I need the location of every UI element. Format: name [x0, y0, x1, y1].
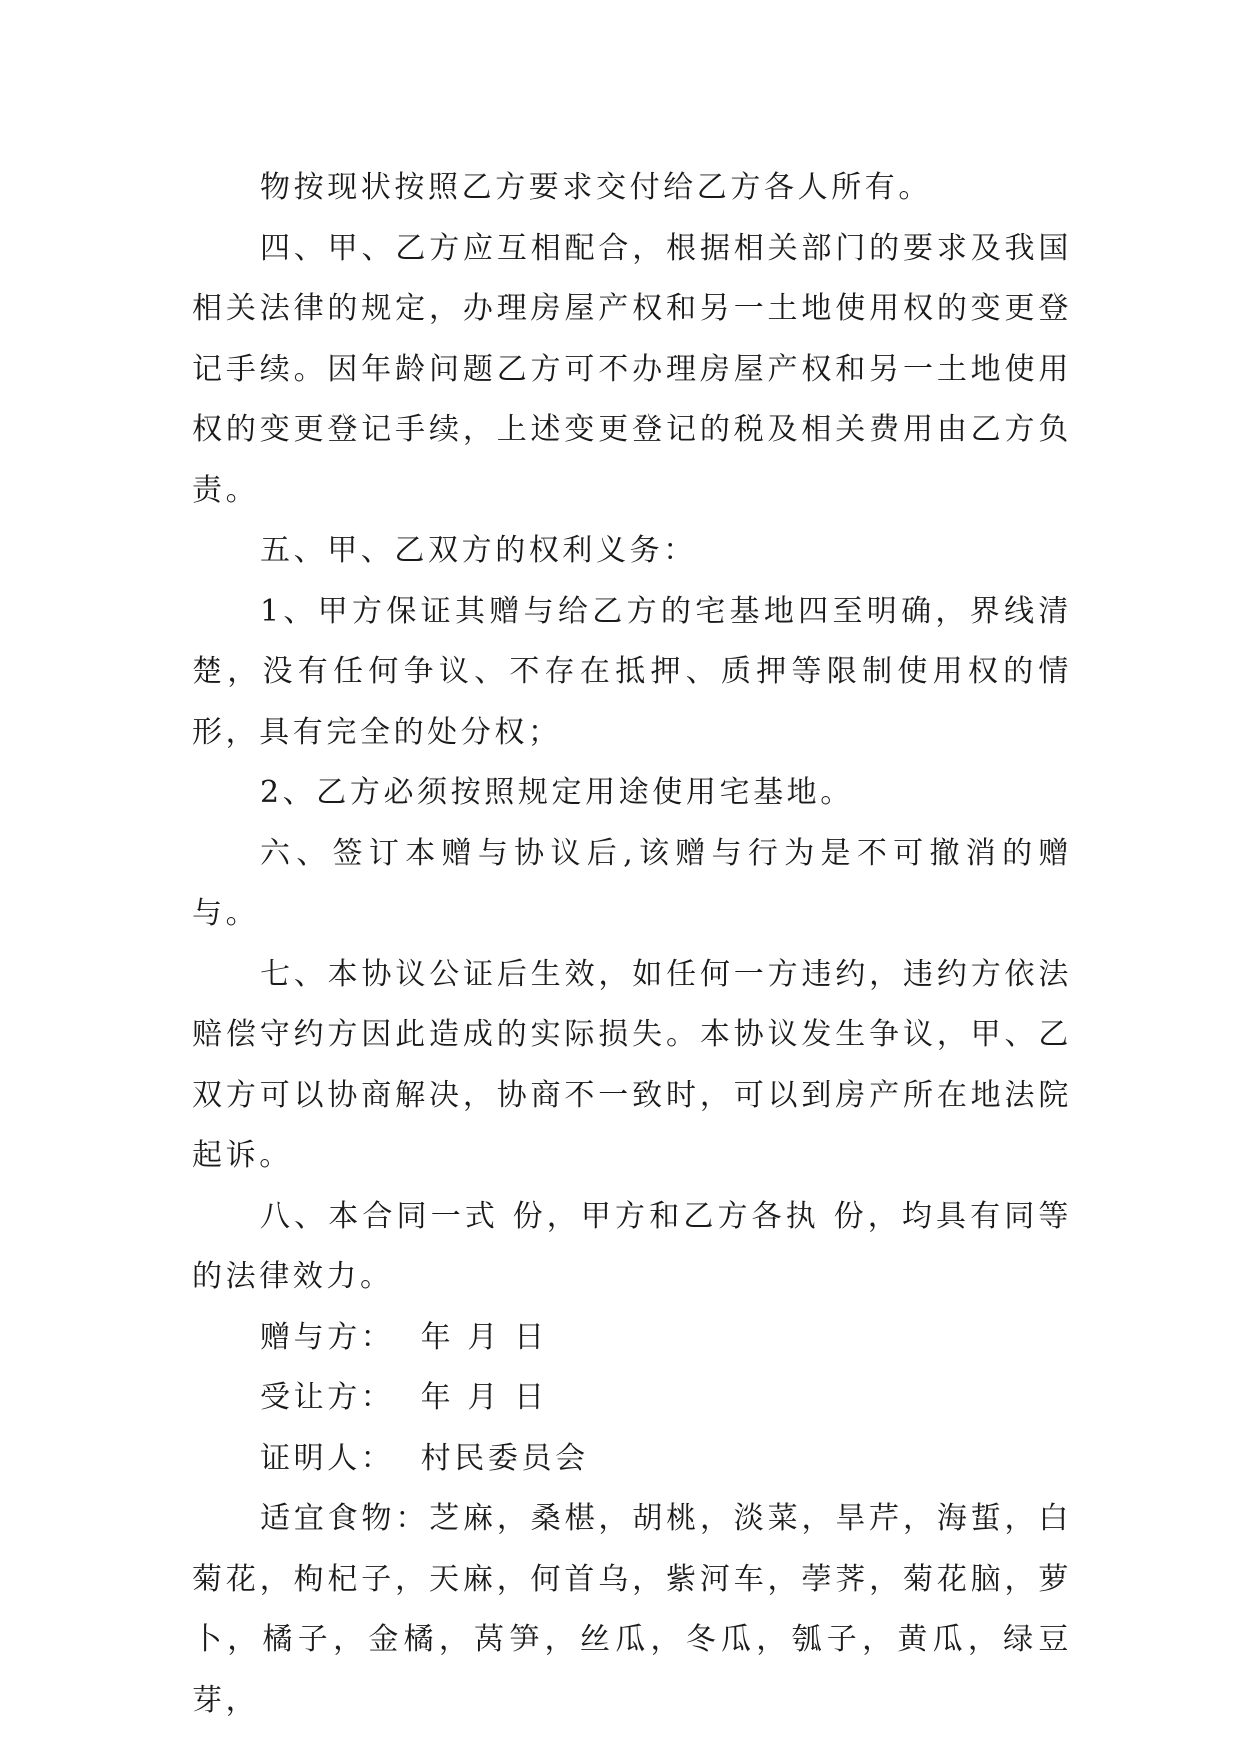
- document-body: [192, 158, 1072, 1731]
- paragraph-clause-5-item-1: 1、甲方保证其赠与给乙方的宅基地四至明确，界线清楚，没有任何争议、不存在抵押、质押等限制使用权的情形，具有完全的处分权；: [192, 593, 1072, 750]
- paragraph-continuation: 物按现状按照乙方要求交付给乙方各人所有。: [260, 170, 932, 205]
- paragraph-clause-8: 八、本合同一式 份，甲方和乙方各执 份，均具有同等的法律效力。: [192, 1198, 1072, 1294]
- signature-recipient: 受让方： 年 月 日: [260, 1380, 548, 1415]
- paragraph-clause-5-item-2: 2、乙方必须按照规定用途使用宅基地。: [260, 775, 854, 810]
- paragraph-clause-6: 六、签订本赠与协议后,该赠与行为是不可撤消的赠与。: [192, 835, 1072, 931]
- paragraph-suitable-foods: 适宜食物：芝麻，桑椹，胡桃，淡菜，旱芹，海蜇，白菊花，枸杞子，天麻，何首乌，紫河车，荸荠，菊花脑，萝卜，橘子，金橘，莴笋，丝瓜，冬瓜，瓠子，黄瓜，绿豆芽，: [192, 1501, 1072, 1718]
- signature-witness: 证明人： 村民委员会: [260, 1440, 589, 1476]
- paragraph-clause-4: 四、甲、乙方应互相配合，根据相关部门的要求及我国相关法律的规定，办理房屋产权和另一土地使用权的变更登记手续。因年龄问题乙方可不办理房屋产权和另一土地使用权的变更登记手续，上述变更登记的税及相关费用由乙方负责。: [192, 230, 1072, 508]
- paragraph-clause-7: 七、本协议公证后生效，如任何一方违约，违约方依法赔偿守约方因此造成的实际损失。本协议发生争议，甲、乙双方可以协商解决，协商不一致时，可以到房产所在地法院起诉。: [192, 956, 1072, 1173]
- signature-donor: 赠与方： 年 月 日: [260, 1319, 548, 1355]
- paragraph-clause-5: 五、甲、乙双方的权利义务：: [260, 533, 697, 568]
